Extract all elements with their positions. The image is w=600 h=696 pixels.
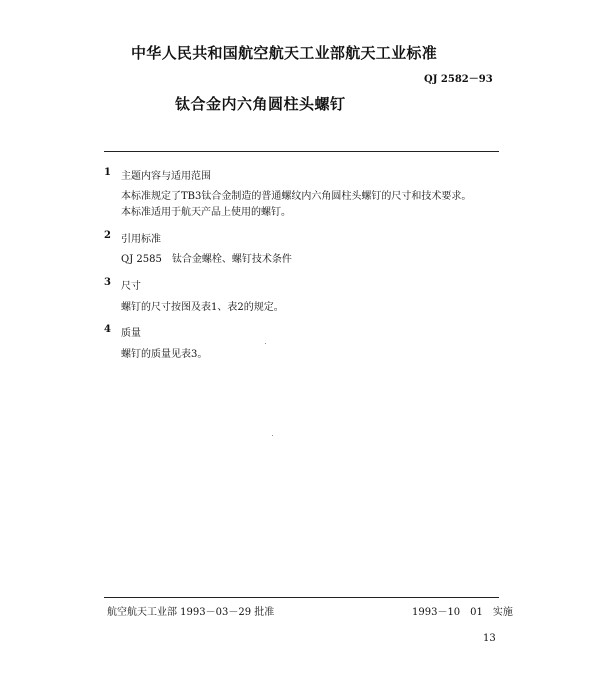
standard-code: QJ 2582－93 — [424, 74, 493, 85]
section-3-paragraph: 螺钉的尺寸按图及表1、表2的规定。 — [121, 302, 284, 313]
scan-speck — [265, 343, 266, 344]
scan-speck — [272, 435, 273, 436]
section-2-number: 2 — [104, 230, 111, 241]
footer-rule — [104, 597, 499, 598]
page-number: 13 — [483, 633, 496, 644]
section-4-number: 4 — [104, 324, 111, 335]
document-title: 钛合金内六角圆柱头螺钉 — [175, 95, 346, 113]
section-3-title: 尺寸 — [121, 281, 141, 292]
section-1-paragraph: 本标准规定了TB3钛合金制造的普通螺纹内六角圆柱头螺钉的尺寸和技术要求。 — [121, 191, 472, 202]
section-4-title: 质量 — [121, 328, 141, 339]
section-2-title: 引用标准 — [121, 234, 161, 245]
section-2-paragraph: QJ 2585 钛合金螺栓、螺钉技术条件 — [121, 254, 292, 265]
header-rule — [104, 151, 499, 152]
section-1-title: 主题内容与适用范围 — [121, 171, 211, 182]
approval-note: 航空航天工业部 1993－03－29 批准 — [107, 607, 275, 618]
section-4-paragraph: 螺钉的质量见表3。 — [121, 349, 208, 360]
section-1-paragraph: 本标准适用于航天产品上使用的螺钉。 — [121, 207, 291, 218]
implementation-date: 1993－10 01 实施 — [412, 607, 513, 618]
section-1-number: 1 — [104, 167, 111, 178]
section-3-number: 3 — [104, 277, 111, 288]
standard-title: 中华人民共和国航空航天工业部航天工业标准 — [131, 44, 438, 62]
